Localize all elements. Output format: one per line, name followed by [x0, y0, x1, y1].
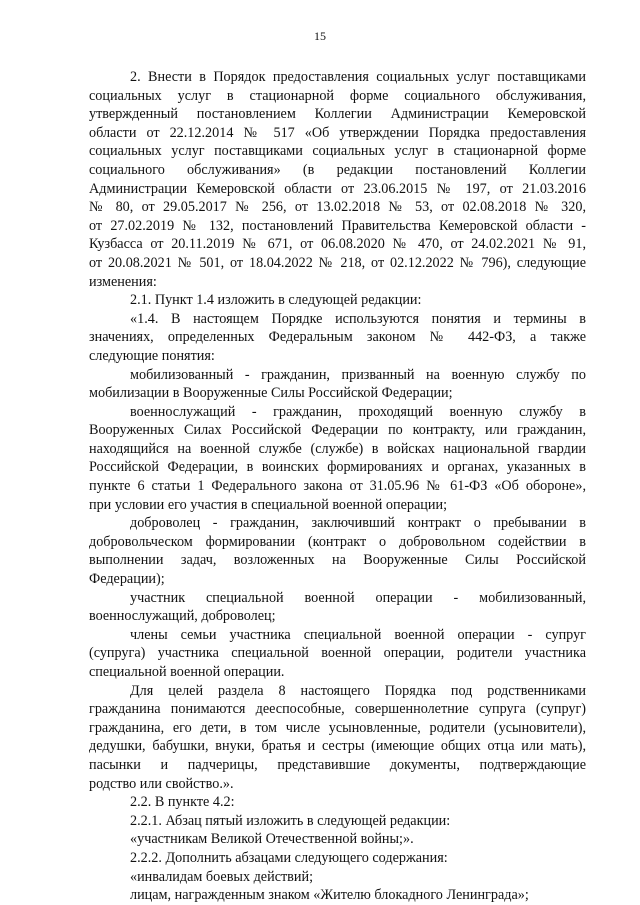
document-body	[89, 68, 586, 905]
text-line: участник специальной военной операции - мобилизованный,	[130, 589, 586, 606]
text-line: гражданина понимаются дееспособные, совершеннолетние супруга (супруг)	[89, 701, 586, 718]
text-line: социальных услуг поставщиками социальных услуг в стационарной форме	[89, 143, 586, 160]
text-line: № 80, от 29.05.2017 № 256, от 13.02.2018 № 53, от 02.08.2018 № 320,	[89, 199, 586, 216]
text-line: социальных услуг в стационарной форме социального обслуживания,	[89, 87, 586, 104]
text-line: лицам, награжденным знаком «Жителю блокадного Ленинграда»;	[130, 887, 529, 904]
text-line: Федерации);	[89, 571, 165, 588]
text-line: 2.2. В пункте 4.2:	[130, 794, 235, 811]
page-number: 15	[314, 29, 326, 43]
text-line: мобилизации в Вооруженные Силы Российской Федерации;	[89, 385, 453, 402]
text-line: военнослужащий, доброволец;	[89, 608, 276, 625]
text-line: пасынки и падчерицы, представившие документы, подтверждающие	[89, 756, 586, 773]
text-line: Для целей раздела 8 настоящего Порядка под родственниками	[130, 682, 586, 699]
text-line: изменения:	[89, 273, 157, 290]
text-line: выполнении задач, возложенных на Вооруженные Силы Российской	[89, 552, 586, 569]
text-line: социального обслуживания» (в редакции постановлений Коллегии	[89, 161, 586, 178]
text-line: (супруга) участника специальной военной операции, родители участника	[89, 645, 586, 662]
text-line: от 20.08.2021 № 501, от 18.04.2022 № 218, от 02.12.2022 № 796), следующие	[89, 254, 586, 271]
text-line: гражданина, его дети, в том числе усыновленные, родители (усыновители),	[89, 719, 586, 736]
text-line: следующие понятия:	[89, 347, 215, 364]
text-line: при условии его участия в специальной военной операции;	[89, 496, 448, 513]
text-line: «инвалидам боевых действий;	[130, 868, 314, 885]
text-line: родство или свойство.».	[89, 775, 234, 792]
text-line: от 27.02.2019 № 132, постановлений Правительства Кемеровской области -	[89, 217, 586, 234]
text-line: 2. Внести в Порядок предоставления социальных услуг поставщиками	[130, 69, 586, 85]
text-line: 2.1. Пункт 1.4 изложить в следующей редакции:	[130, 292, 422, 309]
text-line: Кузбасса от 20.11.2019 № 671, от 06.08.2020 № 470, от 24.02.2021 № 91,	[89, 236, 586, 253]
text-line: Российской Федерации, в воинских формированиях и органах, указанных в	[89, 459, 586, 476]
text-line: области от 22.12.2014 № 517 «Об утверждении Порядка предоставления	[89, 124, 586, 141]
text-line: доброволец - гражданин, заключивший контракт о пребывании в	[130, 515, 586, 532]
text-line: военнослужащий - гражданин, проходящий военную службу в	[130, 403, 586, 420]
text-line: добровольческом формировании (контракт о добровольном содействии в	[89, 533, 586, 550]
text-line: «1.4. В настоящем Порядке используются понятия и термины в	[130, 310, 586, 327]
text-line: «участникам Великой Отечественной войны;».	[130, 831, 414, 848]
text-line: дедушки, бабушки, внуки, братья и сестры (имеющие общих отца или мать),	[89, 738, 586, 755]
text-line: значениях, определенных Федеральным законом № 442-ФЗ, а также	[89, 329, 586, 346]
text-line: Вооруженных Силах Российской Федерации по контракту, или гражданин,	[89, 422, 586, 439]
text-line: члены семьи участника специальной военной операции - супруг	[130, 626, 586, 643]
text-line: утвержденный постановлением Коллегии Администрации Кемеровской	[89, 106, 586, 123]
text-line: Администрации Кемеровской области от 23.06.2015 № 197, от 21.03.2016	[89, 180, 586, 197]
text-line: 2.2.1. Абзац пятый изложить в следующей редакции:	[130, 812, 451, 829]
text-line: пункте 6 статьи 1 Федерального закона от 31.05.96 № 61-ФЗ «Об обороне»,	[89, 478, 586, 495]
text-line: мобилизованный - гражданин, призванный на военную службу по	[130, 366, 586, 383]
text-line: 2.2.2. Дополнить абзацами следующего содержания:	[130, 849, 448, 866]
text-line: специальной военной операции.	[89, 664, 285, 680]
text-line: находящийся на военной службе (службе) в войсках национальной гвардии	[89, 440, 586, 457]
